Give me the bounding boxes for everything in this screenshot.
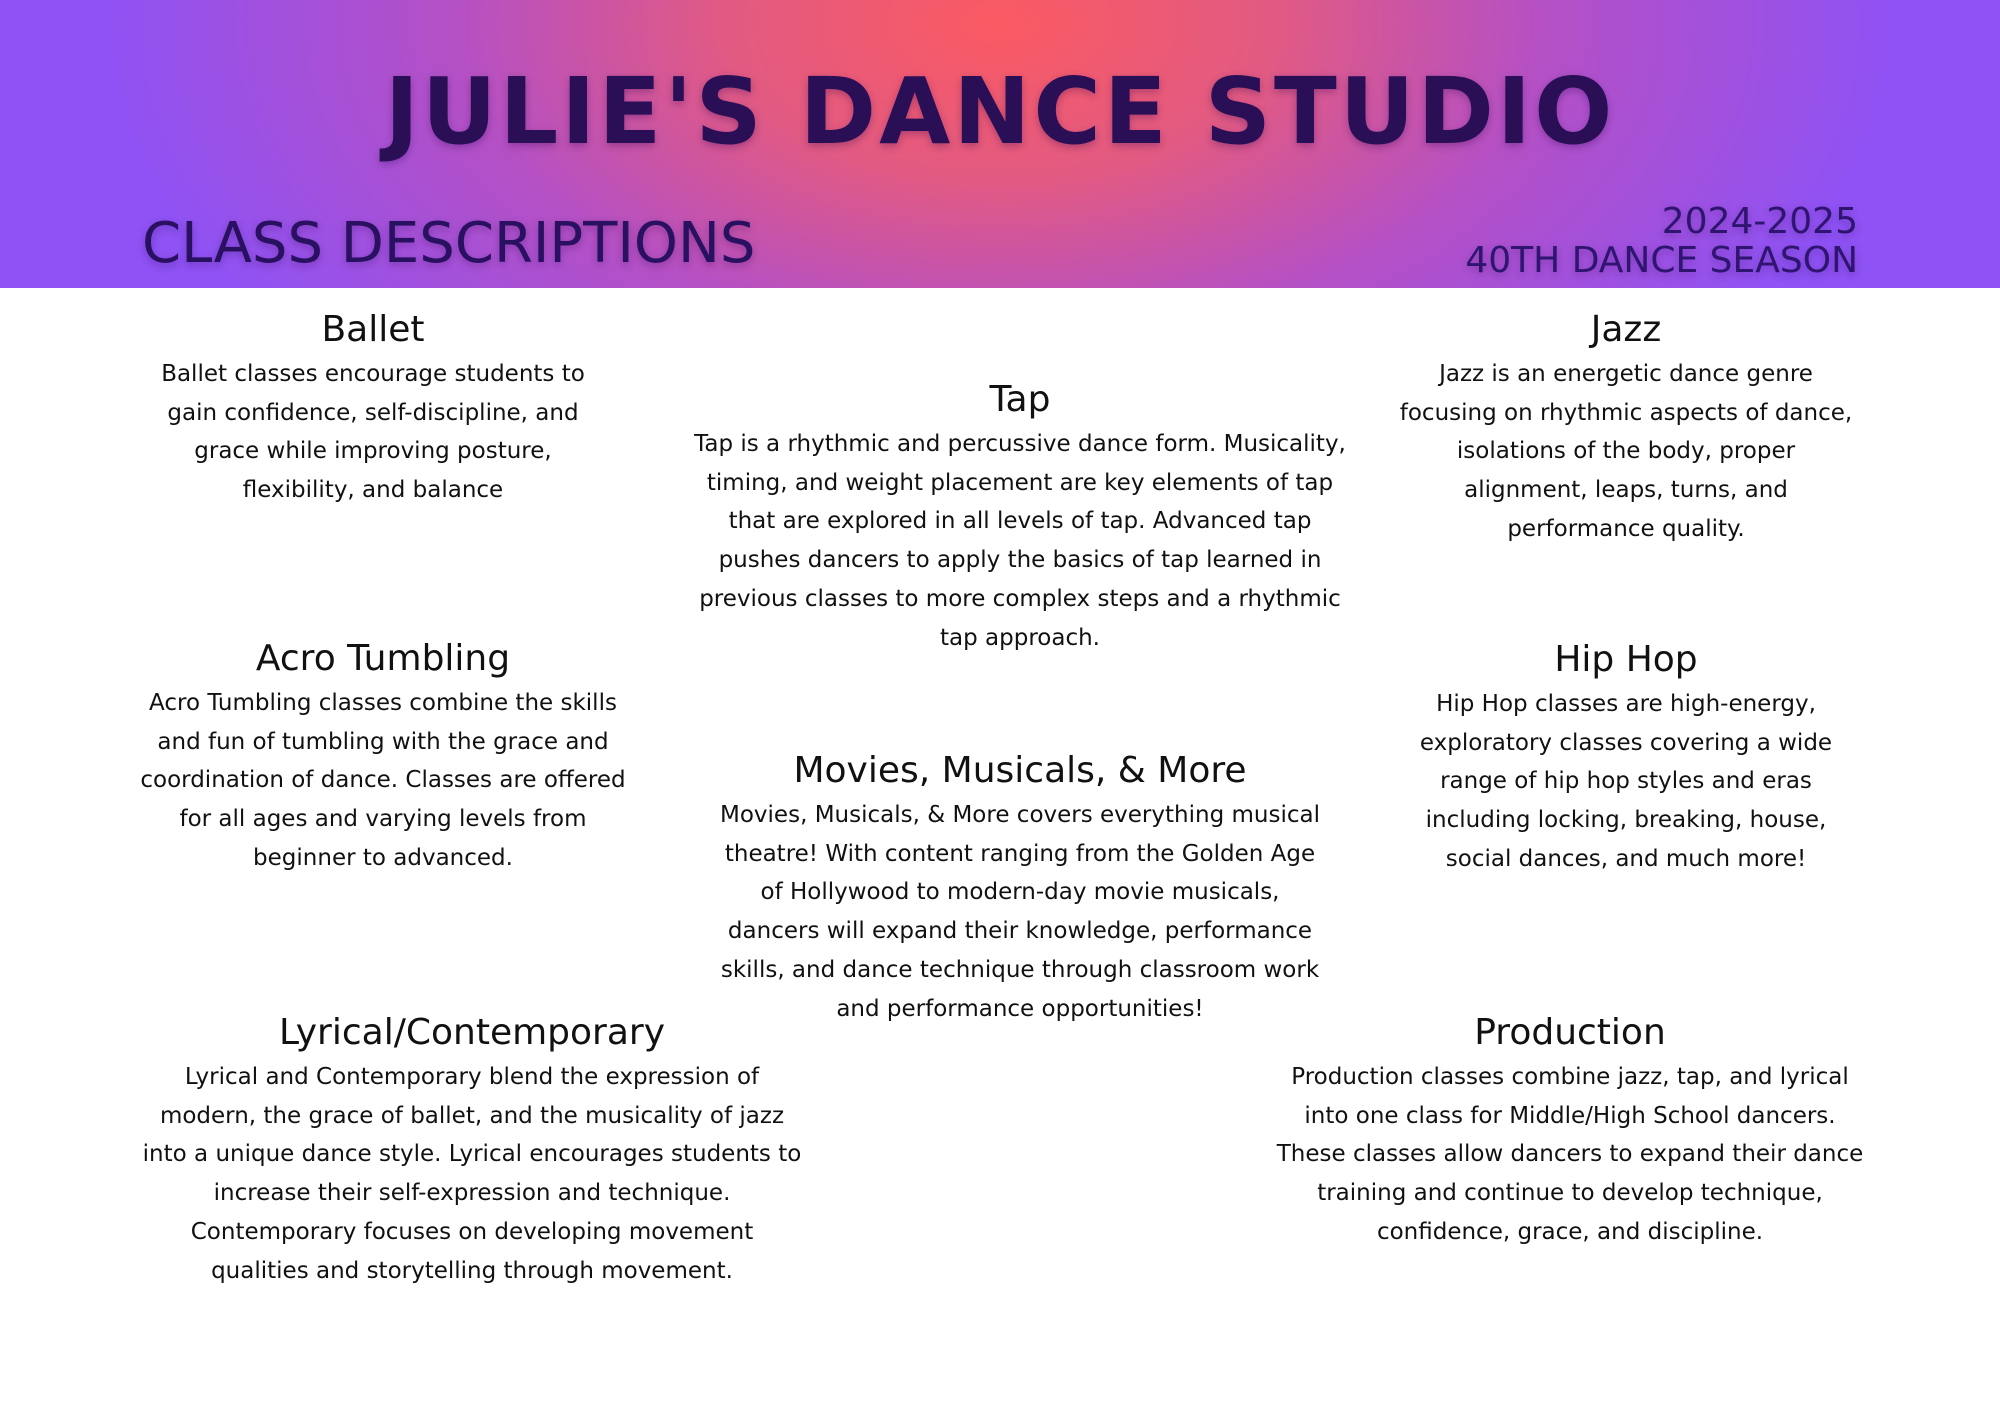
season-name: 40TH DANCE SEASON <box>1465 240 1858 281</box>
class-desc-hip-hop: Hip Hop classes are high-energy, exploratory classes covering a wide range of hip hop styles and eras including locking, breaking, house, social dances, and much more! <box>1419 691 1833 872</box>
class-desc-movies-musicals: Movies, Musicals, & More covers everything musical theatre! With content ranging from the Golden Age of Hollywood to modern-day movie musicals, dancers will expand their knowledge, performance skills, and dance technique through classroom work and performance opportunities! <box>720 802 1320 1022</box>
season-years: 2024-2025 <box>1661 201 1858 242</box>
class-desc-tap: Tap is a rhythmic and percussive dance form. Musicality, timing, and weight placement are key elements of tap that are explored in all levels of tap. Advanced tap pushes dancers to apply the basics of tap learned in previous classes to more complex steps and a rhythmic tap approach. <box>694 431 1346 651</box>
class-desc-ballet: Ballet classes encourage students to gain confidence, self-discipline, and grace while improving posture, flexibility, and balance <box>161 361 585 504</box>
page-title: JULIE'S DANCE STUDIO <box>384 58 1616 165</box>
class-name-tap: Tap <box>989 379 1051 420</box>
class-jazz <box>1396 307 1856 549</box>
class-name-hip-hop: Hip Hop <box>1554 639 1698 680</box>
class-lyrical-contemporary <box>140 1010 804 1290</box>
class-movies-musicals <box>715 748 1325 1028</box>
class-tap <box>690 377 1350 657</box>
class-name-lyrical-contemporary: Lyrical/Contemporary <box>279 1012 665 1053</box>
class-desc-production: Production classes combine jazz, tap, and lyrical into one class for Middle/High School dancers. These classes allow dancers to expand their dance training and continue to develop technique, confidence, grace, and discipline. <box>1276 1064 1864 1245</box>
class-name-acro-tumbling: Acro Tumbling <box>255 638 511 679</box>
class-desc-jazz: Jazz is an energetic dance genre focusing on rhythmic aspects of dance, isolations of the body, proper alignment, leaps, turns, and performance quality. <box>1399 361 1853 542</box>
class-name-jazz: Jazz <box>1590 309 1662 350</box>
class-hip-hop <box>1396 637 1856 879</box>
class-name-production: Production <box>1474 1012 1666 1053</box>
class-ballet <box>138 307 608 510</box>
class-production <box>1270 1010 1870 1252</box>
class-desc-lyrical-contemporary: Lyrical and Contemporary blend the expression of modern, the grace of ballet, and the musicality of jazz into a unique dance style. Lyrical encourages students to increase their self-expression and technique. Contemporary focuses on developing movement qualities and storytelling through movement. <box>142 1064 802 1284</box>
season-info <box>1465 202 1858 280</box>
class-desc-acro-tumbling: Acro Tumbling classes combine the skills and fun of tumbling with the grace and coordination of dance. Classes are offered for all ages and varying levels from beginner to advanced. <box>140 690 626 871</box>
page-subtitle: CLASS DESCRIPTIONS <box>142 211 756 276</box>
class-name-movies-musicals: Movies, Musicals, & More <box>793 750 1247 791</box>
class-acro-tumbling <box>135 636 631 878</box>
class-name-ballet: Ballet <box>321 309 425 350</box>
header-banner <box>0 0 2000 288</box>
